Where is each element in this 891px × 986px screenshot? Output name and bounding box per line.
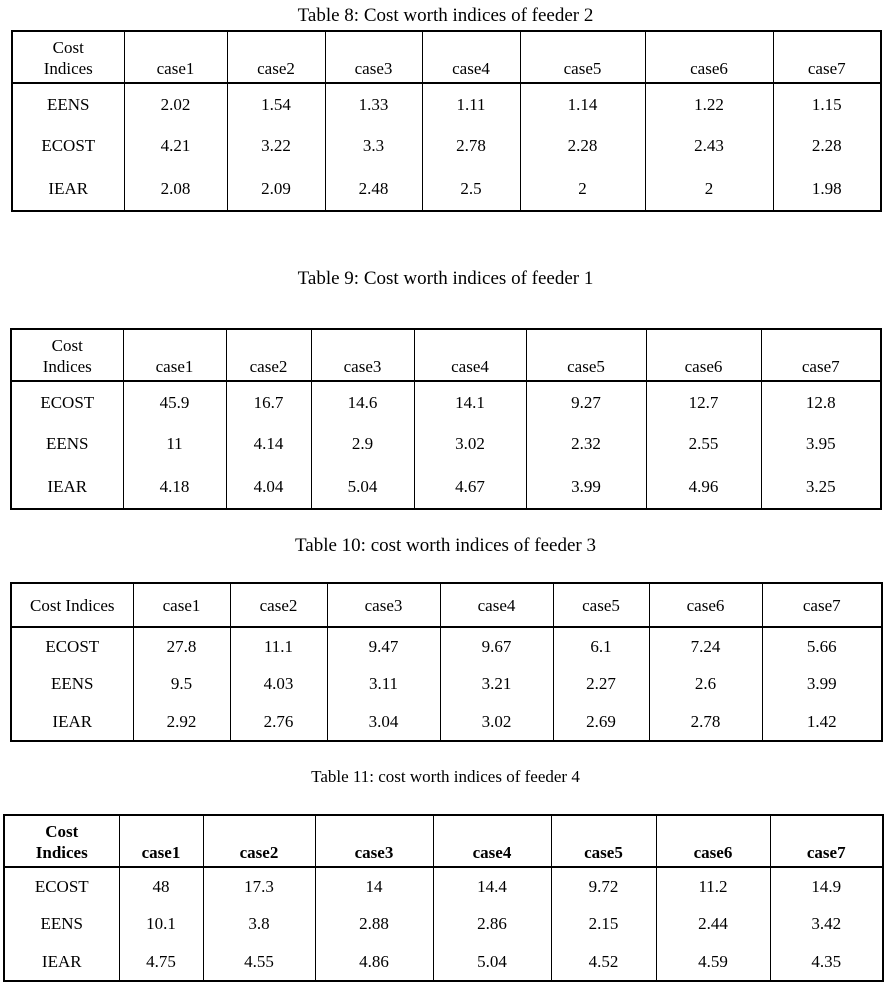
table-cell: 9.67 [440, 627, 553, 665]
table-cell: 3.02 [414, 423, 526, 465]
table-10-caption: Table 10: cost worth indices of feeder 3 [295, 535, 596, 556]
table-cell: 1.54 [227, 83, 325, 125]
table-cell: 2.55 [646, 423, 761, 465]
header-cost-indices [12, 31, 124, 83]
table-cell: 3.21 [440, 665, 553, 703]
table-cell: 3.04 [327, 703, 440, 741]
table-cell: 2.48 [325, 167, 422, 211]
table-row [4, 943, 883, 981]
table-cell: 1.15 [811, 94, 842, 114]
table-cell: 5.04 [311, 465, 414, 509]
table-cell: 45.9 [123, 381, 226, 423]
row-label: ECOST [4, 867, 119, 905]
column-header-case6: case6 [649, 583, 762, 627]
table-cell: 1.42 [806, 711, 837, 731]
column-header-case1: case1 [119, 815, 203, 867]
column-header-case7: case7 [802, 595, 841, 615]
column-header-case2: case2 [226, 329, 311, 381]
table-cell: 2.76 [230, 703, 327, 741]
table-cell: 4.03 [230, 665, 327, 703]
column-header-case6: case6 [646, 329, 761, 381]
table-11 [3, 814, 884, 982]
row-label: IEAR [11, 465, 123, 509]
row-label: EENS [11, 665, 133, 703]
table-10 [10, 582, 883, 742]
row-label: IEAR [4, 943, 119, 981]
row-label: IEAR [12, 167, 124, 211]
table-cell: 11.2 [656, 867, 770, 905]
header-text-line: Indices [43, 59, 93, 78]
table-cell: 3.3 [325, 125, 422, 167]
table-cell: 14.4 [433, 867, 551, 905]
column-header-case6: case6 [645, 31, 773, 83]
table-cell: 2.92 [133, 703, 230, 741]
table-cell: 2.78 [422, 125, 520, 167]
column-header-case5: case5 [526, 329, 646, 381]
table-cell: 5.04 [433, 943, 551, 981]
table-cell: 2 [520, 167, 645, 211]
table-cell: 6.1 [553, 627, 649, 665]
table-row [12, 125, 881, 167]
table-cell: 2.08 [124, 167, 227, 211]
table-cell: 4.35 [811, 951, 842, 971]
row-label: EENS [4, 905, 119, 943]
table-row [11, 381, 881, 423]
table-cell: 2.9 [311, 423, 414, 465]
column-header-case1: case1 [133, 583, 230, 627]
column-header-case6: case6 [656, 815, 770, 867]
table-cell: 1.33 [325, 83, 422, 125]
table-cell: 4.18 [123, 465, 226, 509]
column-header-case3: case3 [325, 31, 422, 83]
column-header-case2: case2 [203, 815, 315, 867]
table-8 [11, 30, 882, 212]
column-header-case4: case4 [422, 31, 520, 83]
table-row [12, 83, 881, 125]
table-cell: 2.78 [649, 703, 762, 741]
table-cell: 3.22 [227, 125, 325, 167]
column-header-case5: case5 [520, 31, 645, 83]
header-text-line: Cost [52, 38, 84, 57]
table-cell: 2.32 [526, 423, 646, 465]
table-cell: 5.66 [806, 636, 837, 656]
header-cost-indices: Cost Indices [11, 583, 133, 627]
header-text-line: Indices [42, 357, 92, 376]
table-cell: 1.14 [520, 83, 645, 125]
table-cell: 12.8 [805, 392, 836, 412]
column-header-case4: case4 [440, 583, 553, 627]
column-header-case5: case5 [553, 583, 649, 627]
table-cell: 1.11 [422, 83, 520, 125]
table-row [12, 167, 881, 211]
table-cell: 2.02 [124, 83, 227, 125]
column-header-case7: case7 [806, 843, 846, 862]
table-cell: 2.28 [811, 136, 842, 155]
column-header-case1: case1 [123, 329, 226, 381]
table-cell: 1.22 [645, 83, 773, 125]
table-11-caption: Table 11: cost worth indices of feeder 4 [311, 767, 580, 786]
table-cell: 3.95 [805, 434, 836, 453]
table-cell: 11 [123, 423, 226, 465]
header-text-line: Cost [45, 822, 79, 841]
table-cell: 4.55 [203, 943, 315, 981]
table-cell: 17.3 [203, 867, 315, 905]
table-cell: 3.99 [526, 465, 646, 509]
column-header-case3: case3 [311, 329, 414, 381]
table-cell: 14.6 [311, 381, 414, 423]
table-cell: 4.04 [226, 465, 311, 509]
row-label: ECOST [11, 627, 133, 665]
table-cell: 48 [119, 867, 203, 905]
table-cell: 14.9 [811, 876, 842, 896]
table-cell: 4.14 [226, 423, 311, 465]
table-cell: 2.43 [645, 125, 773, 167]
row-label: ECOST [11, 381, 123, 423]
table-cell: 3.02 [440, 703, 553, 741]
row-label: EENS [11, 423, 123, 465]
table-cell: 12.7 [646, 381, 761, 423]
table-row [4, 867, 883, 905]
table-cell: 16.7 [226, 381, 311, 423]
column-header-case4: case4 [414, 329, 526, 381]
header-text-line: Cost [51, 336, 83, 355]
header-text-line: Indices [35, 843, 88, 862]
column-header-case1: case1 [124, 31, 227, 83]
header-cost-indices [4, 815, 119, 867]
table-8-caption: Table 8: Cost worth indices of feeder 2 [297, 5, 594, 26]
table-cell: 2.09 [227, 167, 325, 211]
column-header-case7: case7 [801, 357, 840, 376]
table-cell: 3.42 [811, 914, 842, 933]
table-row [11, 465, 881, 509]
table-cell: 9.27 [526, 381, 646, 423]
table-cell: 4.59 [656, 943, 770, 981]
table-cell: 2.44 [656, 905, 770, 943]
column-header-case2: case2 [230, 583, 327, 627]
column-header-case5: case5 [551, 815, 656, 867]
row-label: ECOST [12, 125, 124, 167]
table-cell: 2.5 [422, 167, 520, 211]
column-header-case3: case3 [327, 583, 440, 627]
table-cell: 3.25 [805, 476, 836, 496]
table-row [11, 703, 882, 741]
table-cell: 3.8 [203, 905, 315, 943]
table-cell: 9.5 [133, 665, 230, 703]
table-cell: 4.75 [119, 943, 203, 981]
table-row [11, 627, 882, 665]
table-cell: 4.21 [124, 125, 227, 167]
table-9 [10, 328, 882, 510]
table-cell: 10.1 [119, 905, 203, 943]
table-row [11, 665, 882, 703]
column-header-case3: case3 [315, 815, 433, 867]
table-cell: 4.52 [551, 943, 656, 981]
table-cell: 1.98 [811, 178, 842, 198]
column-header-case4: case4 [433, 815, 551, 867]
table-row [4, 905, 883, 943]
table-cell: 2.86 [433, 905, 551, 943]
column-header-case2: case2 [227, 31, 325, 83]
table-9-caption: Table 9: Cost worth indices of feeder 1 [297, 268, 594, 289]
table-cell: 3.99 [806, 674, 837, 693]
table-cell: 2.28 [520, 125, 645, 167]
table-cell: 2.15 [551, 905, 656, 943]
table-cell: 9.72 [551, 867, 656, 905]
table-cell: 11.1 [230, 627, 327, 665]
table-cell: 7.24 [649, 627, 762, 665]
table-cell: 4.67 [414, 465, 526, 509]
table-cell: 27.8 [133, 627, 230, 665]
table-cell: 14.1 [414, 381, 526, 423]
table-cell: 2.27 [553, 665, 649, 703]
row-label: IEAR [11, 703, 133, 741]
table-cell: 3.11 [327, 665, 440, 703]
table-cell: 9.47 [327, 627, 440, 665]
table-cell: 2.6 [649, 665, 762, 703]
table-cell: 2 [645, 167, 773, 211]
table-cell: 2.69 [553, 703, 649, 741]
row-label: EENS [12, 83, 124, 125]
table-cell: 14 [315, 867, 433, 905]
table-cell: 4.86 [315, 943, 433, 981]
header-cost-indices [11, 329, 123, 381]
table-row [11, 423, 881, 465]
column-header-case7: case7 [807, 59, 846, 78]
table-cell: 4.96 [646, 465, 761, 509]
table-cell: 2.88 [315, 905, 433, 943]
